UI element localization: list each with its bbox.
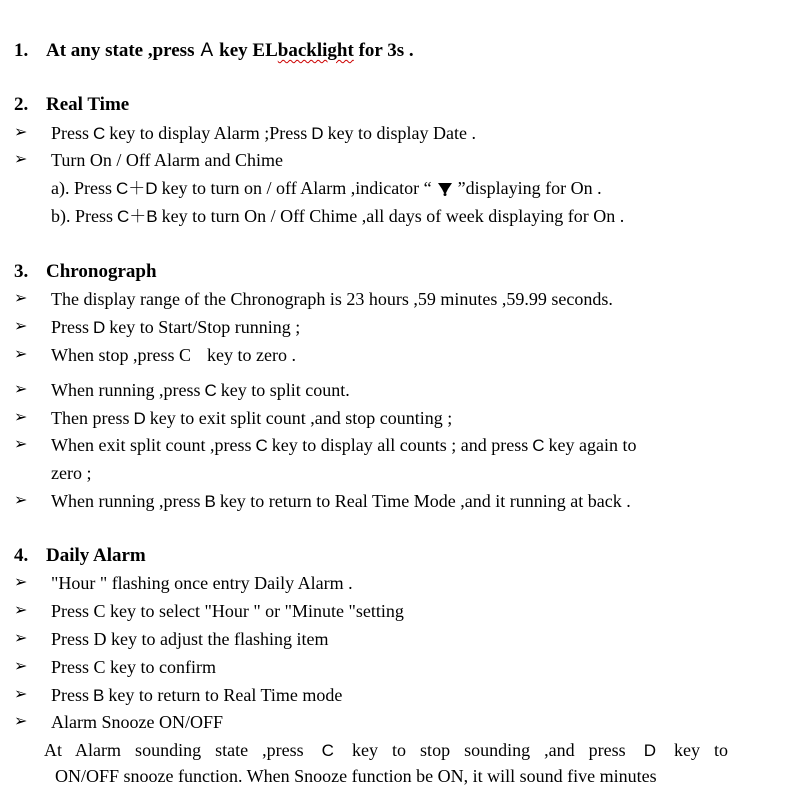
section-4-heading <box>14 545 146 567</box>
text: a). Press <box>51 178 112 198</box>
text: Then press <box>51 408 130 428</box>
key-d: D <box>311 124 324 143</box>
bullet-icon: ➢ <box>14 290 28 307</box>
text: Turn On / Off Alarm and Chime <box>51 150 283 170</box>
section-3-heading <box>14 261 157 283</box>
spell-check-word: backlight <box>277 40 354 61</box>
text: The display range of the Chronograph is 23 hours ,59 minutes ,59.99 seconds. <box>51 289 613 309</box>
text: zero ; <box>51 463 92 483</box>
bullet-icon: ➢ <box>14 346 28 363</box>
bullet-icon: ➢ <box>14 658 28 675</box>
text: Press C key to select "Hour " or "Minute "setting <box>51 601 404 621</box>
text: key to Start/Stop running ; <box>109 317 301 337</box>
bullet-icon: ➢ <box>14 574 28 591</box>
text: Press C key to confirm <box>51 657 216 677</box>
text: Press <box>51 123 90 143</box>
key-d: D <box>643 741 656 760</box>
section-2-title: Real Time <box>46 94 130 115</box>
key-combo: C＋D <box>116 179 158 198</box>
bullet-icon: ➢ <box>14 686 28 703</box>
text: key to return to Real Time Mode ,and it running at back . <box>219 491 631 511</box>
text: ON/OFF snooze function. When Snooze function be ON, it will sound five minutes <box>55 766 657 786</box>
text: key to display all counts ; and press <box>271 435 529 455</box>
key-d: D <box>133 409 146 428</box>
bullet-icon: ➢ <box>14 318 28 335</box>
text: key to stop sounding ,and press <box>352 740 626 760</box>
text: When running ,press <box>51 380 201 400</box>
text: key to split count. <box>220 380 350 400</box>
section-4-number: 4. <box>14 545 29 566</box>
text: key to exit split count ,and stop counting ; <box>149 408 453 428</box>
text: At Alarm sounding state ,press <box>44 740 304 760</box>
paragraph-line <box>44 739 728 762</box>
section-3-title: Chronograph <box>46 261 157 282</box>
text: Press D key to adjust the flashing item <box>51 629 329 649</box>
bullet-icon: ➢ <box>14 381 28 398</box>
paragraph-line <box>55 765 657 787</box>
text: Alarm Snooze ON/OFF <box>51 712 223 732</box>
text: When running ,press <box>51 491 201 511</box>
text: key EL <box>219 40 278 61</box>
text: Press <box>51 685 90 705</box>
text: At any state ,press <box>46 40 195 61</box>
section-1-line <box>14 40 414 62</box>
text: key to display Alarm ;Press <box>109 123 308 143</box>
key-b: B <box>204 492 216 511</box>
text: ”displaying for On . <box>457 178 602 198</box>
bullet-icon: ➢ <box>14 713 28 730</box>
list-item-continuation <box>51 462 91 484</box>
bullet-icon: ➢ <box>14 124 28 141</box>
text: When stop ,press C <box>51 345 191 365</box>
text: key to <box>674 740 729 760</box>
key-c: C <box>321 741 334 760</box>
text: key to zero . <box>206 345 296 365</box>
text: When exit split count ,press <box>51 435 252 455</box>
section-1-number: 1. <box>14 40 29 61</box>
text: "Hour " flashing once entry Daily Alarm . <box>51 573 353 593</box>
section-3-number: 3. <box>14 261 29 282</box>
list-item <box>51 205 624 228</box>
key-b: B <box>93 686 105 705</box>
text: b). Press <box>51 206 113 226</box>
bell-icon <box>436 179 454 201</box>
section-4-title: Daily Alarm <box>46 545 146 566</box>
bullet-icon: ➢ <box>14 492 28 509</box>
text: for 3s . <box>358 40 414 61</box>
bullet-icon: ➢ <box>14 602 28 619</box>
text: key to turn on / off Alarm ,indicator “ <box>161 178 432 198</box>
text: key to display Date . <box>327 123 477 143</box>
key-combo: C＋B <box>117 207 158 226</box>
key-c: C <box>93 124 106 143</box>
text: key to turn On / Off Chime ,all days of week displaying for On . <box>161 206 625 226</box>
bullet-icon: ➢ <box>14 436 28 453</box>
key-c: C <box>255 436 268 455</box>
bullet-icon: ➢ <box>14 151 28 168</box>
text: key to return to Real Time mode <box>108 685 343 705</box>
key-c: C <box>204 381 217 400</box>
key-c: C <box>532 436 545 455</box>
section-2-heading <box>14 94 129 116</box>
list-item <box>51 177 602 201</box>
text: key again to <box>548 435 637 455</box>
bullet-icon: ➢ <box>14 409 28 426</box>
text: Press <box>51 317 90 337</box>
key-d: D <box>93 318 106 337</box>
section-2-number: 2. <box>14 94 29 115</box>
key-a: A <box>200 40 214 61</box>
bullet-icon: ➢ <box>14 630 28 647</box>
